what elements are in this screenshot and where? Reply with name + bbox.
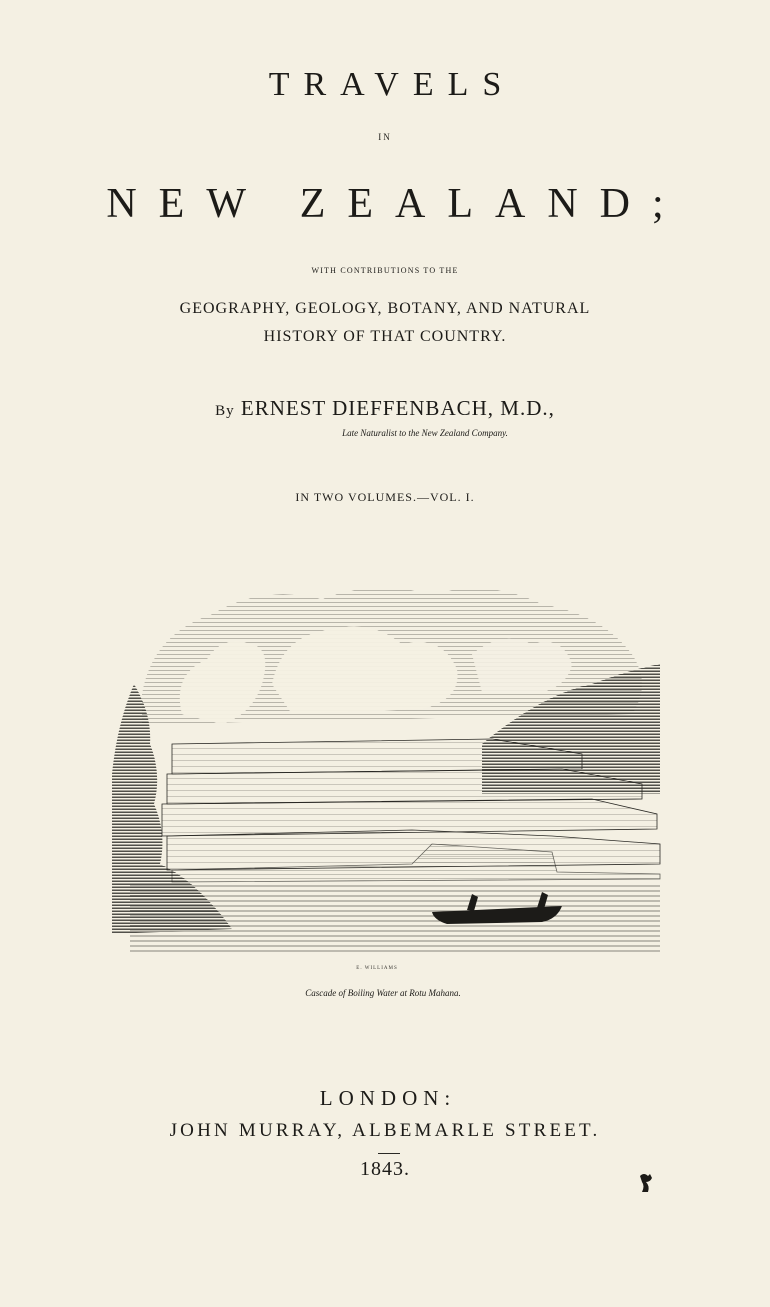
subtitle-line-1: GEOGRAPHY, GEOLOGY, BOTANY, AND NATURAL xyxy=(179,300,591,317)
author-name: ERNEST DIEFFENBACH, M.D., xyxy=(240,396,555,420)
volumes-note: IN TWO VOLUMES.—VOL. I. xyxy=(295,490,475,504)
author-line xyxy=(0,396,770,421)
contributions-intro: WITH CONTRIBUTIONS TO THE xyxy=(311,266,459,275)
imprint-publisher: JOHN MURRAY, ALBEMARLE STREET. xyxy=(169,1120,601,1141)
author-prefix: By xyxy=(215,403,235,419)
cloud-billow-3 xyxy=(472,638,572,694)
author-affiliation: Late Naturalist to the New Zealand Company. xyxy=(342,428,508,438)
frontispiece-engraving xyxy=(112,574,664,974)
engraving-caption: Cascade of Boiling Water at Rotu Mahana. xyxy=(305,988,461,998)
lake-water xyxy=(130,884,660,954)
printer-ornament-icon xyxy=(636,1170,656,1196)
title-new-zealand: NEW ZEALAND; xyxy=(106,181,686,227)
imprint-rule xyxy=(378,1153,400,1154)
engraver-credit: E. WILLIAMS xyxy=(356,966,398,971)
imprint-city: LONDON: xyxy=(319,1086,457,1110)
subtitle-line-2: HISTORY OF THAT COUNTRY. xyxy=(263,328,507,345)
title-in: IN xyxy=(378,132,392,142)
imprint-year: 1843. xyxy=(360,1158,410,1180)
title-travels: TRAVELS xyxy=(268,66,516,103)
